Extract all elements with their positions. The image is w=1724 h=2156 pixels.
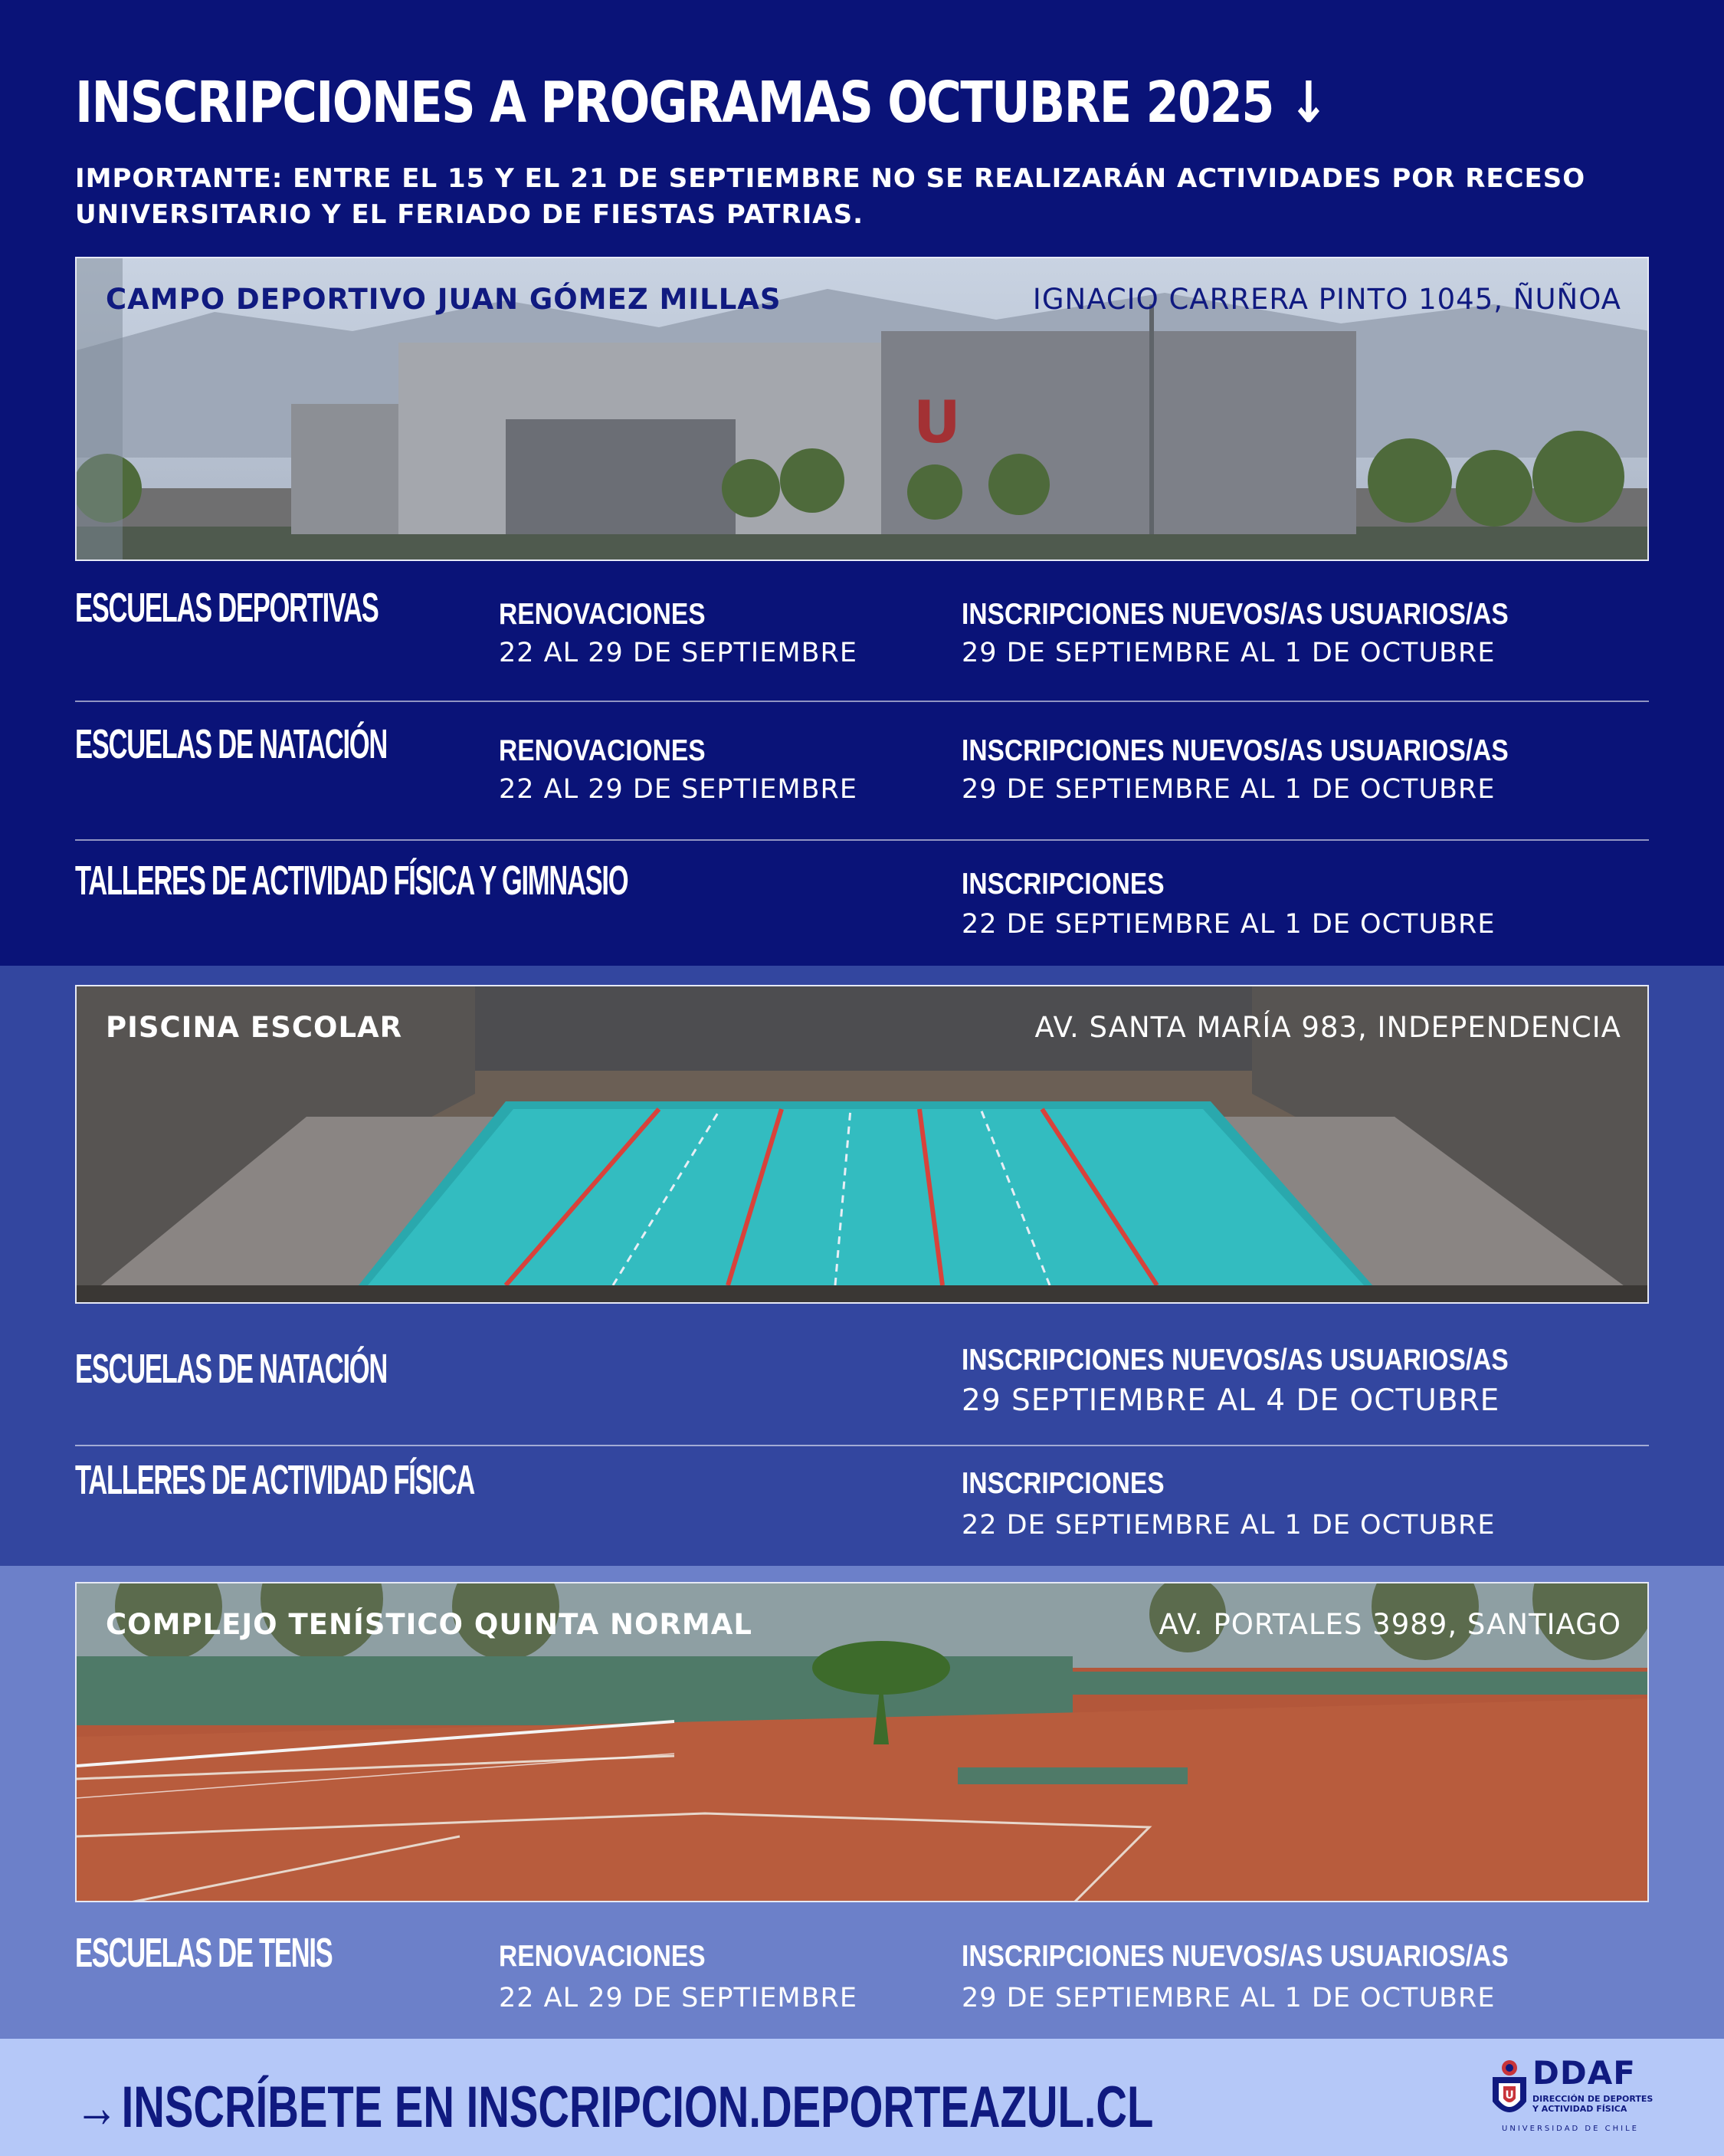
new-users-dates: 22 DE SEPTIEMBRE AL 1 DE OCTUBRE <box>962 909 1496 940</box>
new-users-label: INSCRIPCIONES <box>962 868 1165 901</box>
page-title-text: INSCRIPCIONES A PROGRAMAS OCTUBRE 2025 <box>75 70 1273 136</box>
renewal-dates: 22 AL 29 DE SEPTIEMBRE <box>499 638 857 668</box>
signup-cta-text: INSCRÍBETE EN INSCRIPCION.DEPORTEAZUL.CL <box>121 2075 1154 2140</box>
venue-photo-piscina-escolar <box>75 985 1649 1304</box>
logo-subtitle: DIRECCIÓN DE DEPORTES Y ACTIVIDAD FÍSICA <box>1532 2094 1654 2114</box>
logo-university: UNIVERSIDAD DE CHILE <box>1502 2125 1639 2133</box>
renewal-label: RENOVACIONES <box>499 598 706 631</box>
renewal-dates: 22 AL 29 DE SEPTIEMBRE <box>499 774 857 805</box>
new-users-label: INSCRIPCIONES NUEVOS/AS USUARIOS/AS <box>962 1940 1509 1973</box>
program-row <box>75 1929 1649 2029</box>
program-name: TALLERES DE ACTIVIDAD FÍSICA <box>75 1457 474 1503</box>
renewal-label: RENOVACIONES <box>499 734 706 767</box>
arrow-right-icon: → <box>75 2075 119 2140</box>
new-users-label: INSCRIPCIONES NUEVOS/AS USUARIOS/AS <box>962 734 1509 767</box>
venue-address: AV. PORTALES 3989, SANTIAGO <box>1159 1608 1621 1641</box>
venue-name: CAMPO DEPORTIVO JUAN GÓMEZ MILLAS <box>106 283 782 316</box>
shield-letter: U <box>1505 2089 1514 2102</box>
new-users-dates: 29 DE SEPTIEMBRE AL 1 DE OCTUBRE <box>962 774 1496 805</box>
venue-photo-quinta-normal <box>75 1582 1649 1902</box>
university-shield-icon <box>1488 2054 1531 2123</box>
new-users-dates: 29 DE SEPTIEMBRE AL 1 DE OCTUBRE <box>962 1983 1496 2013</box>
divider <box>75 1445 1649 1446</box>
logo-name: DDAF <box>1532 2054 1636 2092</box>
venue-address: IGNACIO CARRERA PINTO 1045, ÑUÑOA <box>1032 283 1621 316</box>
u-logo-on-building: U <box>913 388 961 456</box>
program-row <box>75 720 1649 835</box>
program-row <box>75 857 1649 957</box>
program-name: ESCUELAS DE NATACIÓN <box>75 1346 388 1392</box>
important-notice: IMPORTANTE: ENTRE EL 15 Y EL 21 DE SEPTIEMBRE NO SE REALIZARÁN ACTIVIDADES POR RECESO UNIVERSITARIO Y EL FERIADO DE FIESTAS PATRIAS. <box>75 163 1586 230</box>
renewal-label: RENOVACIONES <box>499 1940 706 1973</box>
program-row <box>75 584 1649 699</box>
program-name: ESCUELAS DE TENIS <box>75 1930 333 1976</box>
venue-name: PISCINA ESCOLAR <box>106 1011 403 1044</box>
new-users-label: INSCRIPCIONES NUEVOS/AS USUARIOS/AS <box>962 1344 1509 1377</box>
venue-name: COMPLEJO TENÍSTICO QUINTA NORMAL <box>106 1608 752 1641</box>
venue-photo-juan-gomez-millas <box>75 257 1649 561</box>
renewal-dates: 22 AL 29 DE SEPTIEMBRE <box>499 1983 857 2013</box>
divider <box>75 701 1649 702</box>
new-users-dates: 22 DE SEPTIEMBRE AL 1 DE OCTUBRE <box>962 1510 1496 1541</box>
signup-cta[interactable] <box>75 2074 1153 2141</box>
program-row <box>75 1330 1649 1445</box>
new-users-dates: 29 DE SEPTIEMBRE AL 1 DE OCTUBRE <box>962 638 1496 668</box>
new-users-label: INSCRIPCIONES NUEVOS/AS USUARIOS/AS <box>962 598 1509 631</box>
new-users-dates: 29 SEPTIEMBRE AL 4 DE OCTUBRE <box>962 1383 1500 1418</box>
program-row <box>75 1456 1649 1556</box>
new-users-label: INSCRIPCIONES <box>962 1467 1165 1500</box>
arrow-down-icon: ↓ <box>1288 70 1328 136</box>
page-title <box>75 67 1327 138</box>
program-name: ESCUELAS DEPORTIVAS <box>75 585 379 631</box>
program-name: ESCUELAS DE NATACIÓN <box>75 721 388 767</box>
divider <box>75 839 1649 841</box>
program-name: TALLERES DE ACTIVIDAD FÍSICA Y GIMNASIO <box>75 858 628 904</box>
venue-address: AV. SANTA MARÍA 983, INDEPENDENCIA <box>1034 1011 1621 1044</box>
ddaf-logo <box>1488 2054 1653 2137</box>
